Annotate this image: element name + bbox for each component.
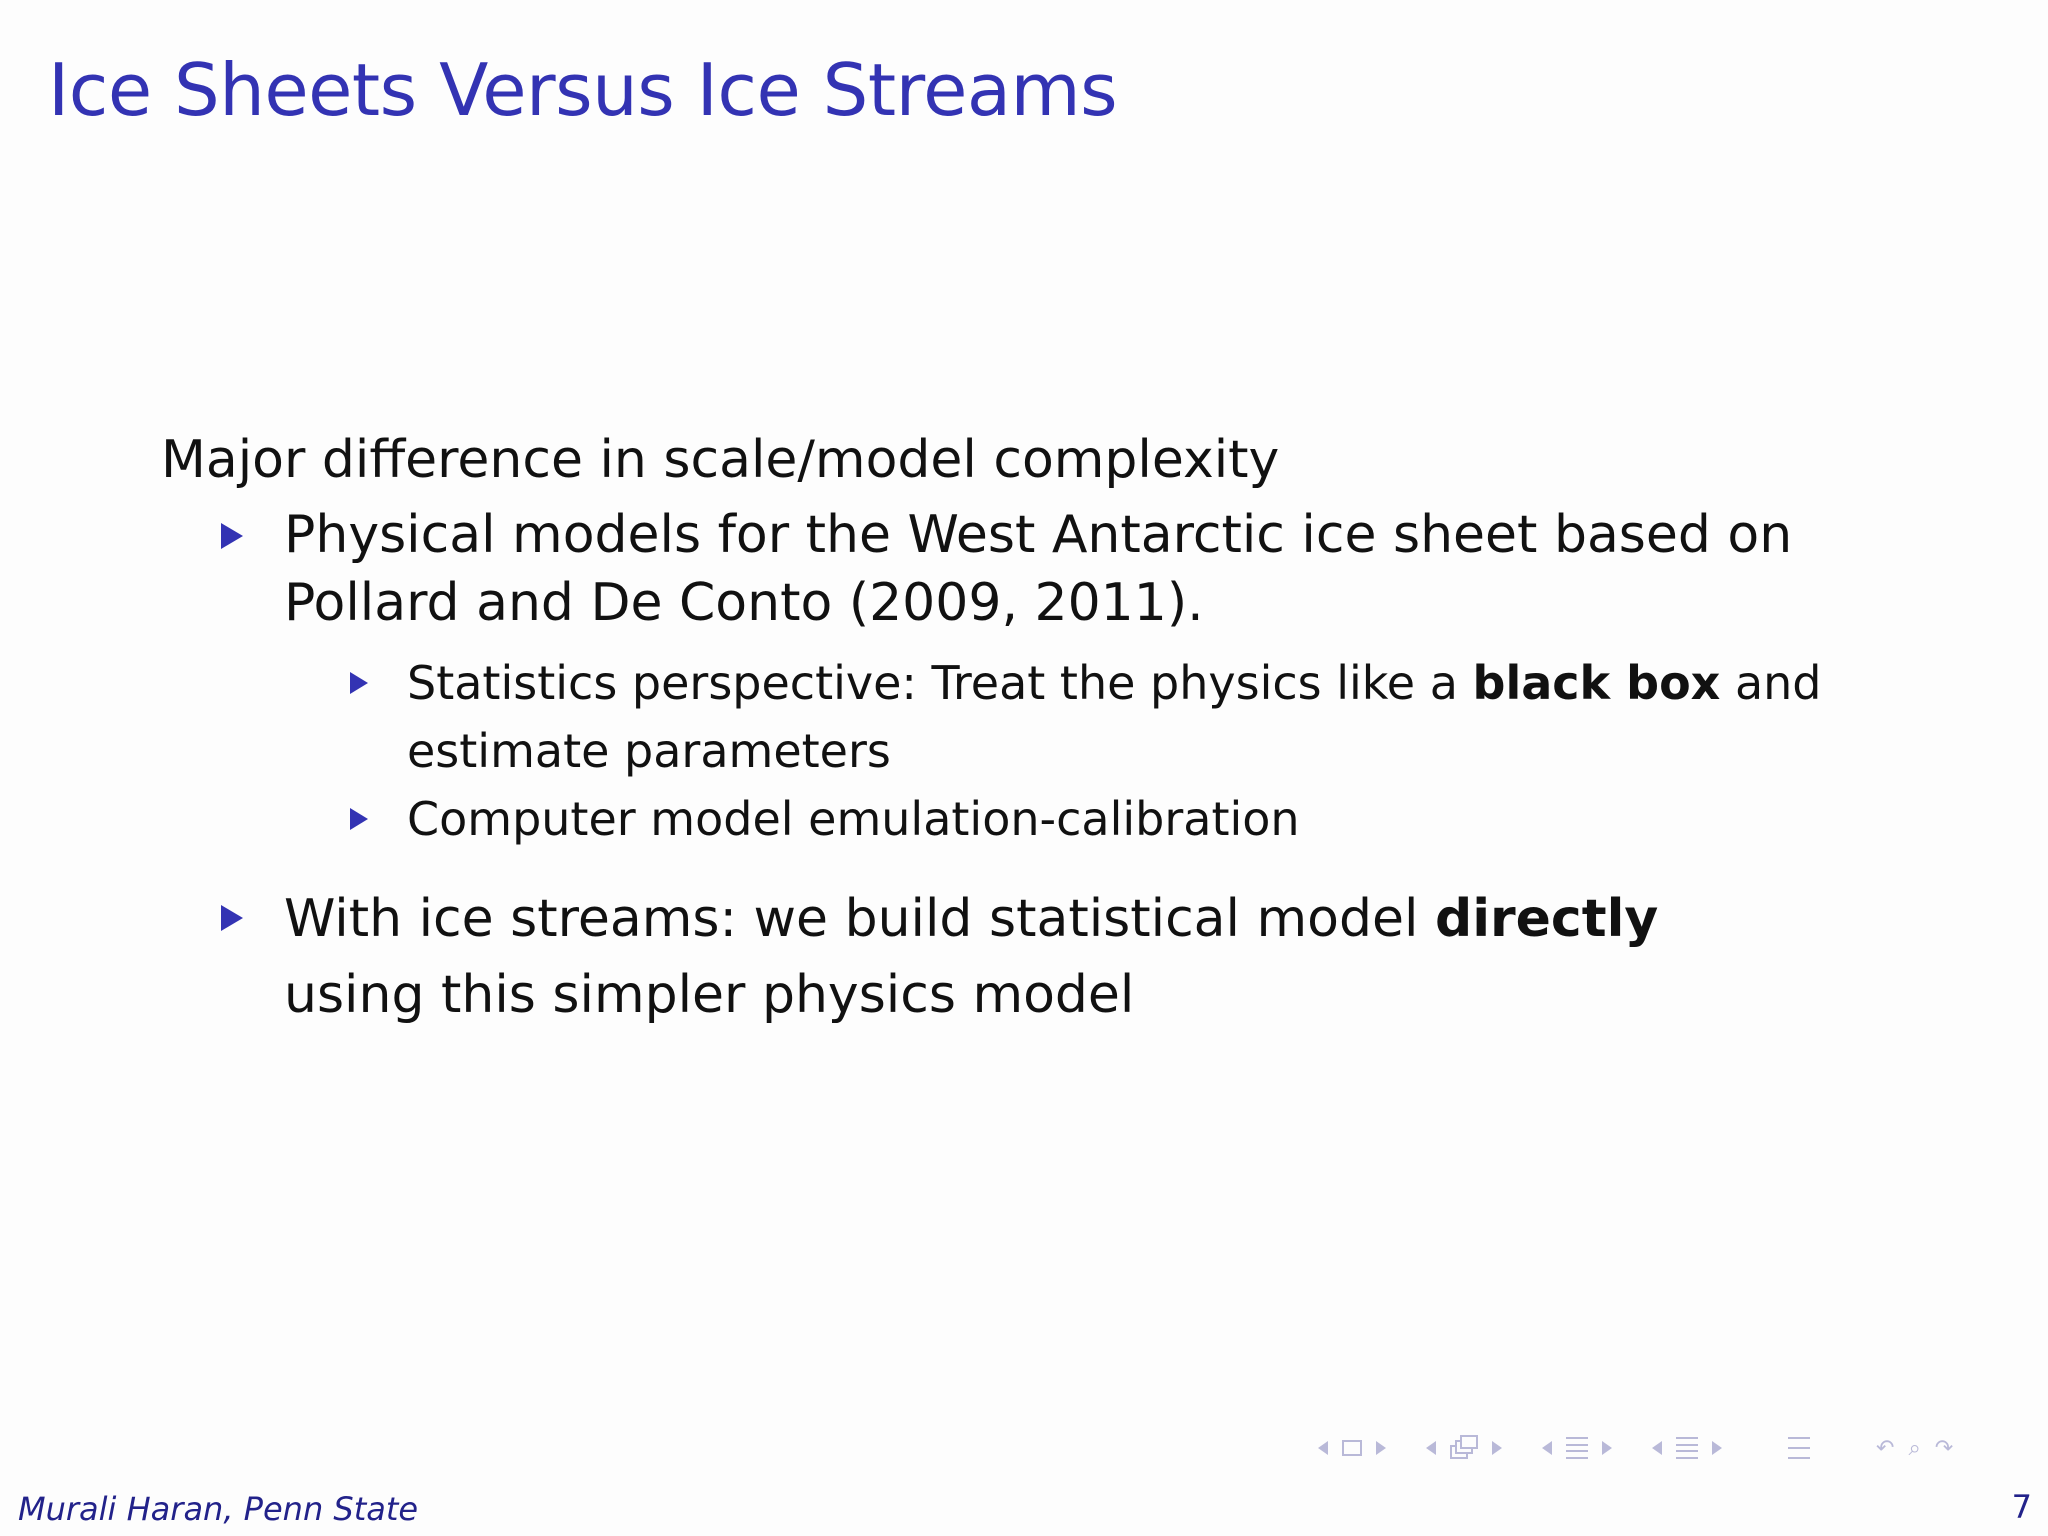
bullet-text-post: using this simpler physics model (284, 965, 1135, 1025)
search-icon[interactable]: ⌕ (1908, 1435, 1921, 1461)
subbullet-text-pre: Statistics perspective: Treat the physics like a (407, 656, 1473, 710)
prev-section-icon[interactable] (1652, 1441, 1662, 1455)
bullet-item-2 (161, 881, 1941, 1033)
bullet-item-1 (161, 501, 1941, 637)
next-section-icon[interactable] (1712, 1441, 1722, 1455)
subbullet-item-1 (161, 649, 1941, 785)
back-icon[interactable]: ↶ (1876, 1435, 1895, 1461)
subsection-icon[interactable] (1450, 1435, 1478, 1461)
subbullet-text-bold: black box (1472, 656, 1721, 710)
next-subsection-icon[interactable] (1602, 1441, 1612, 1455)
bullet-text: Physical models for the West Antarctic ice sheet based on Pollard and De Conto (2009, 2011). (284, 505, 1793, 633)
next-slide-icon[interactable] (1376, 1441, 1386, 1455)
bullet-text-pre: With ice streams: we build statistical model (284, 889, 1435, 949)
next-frame-icon[interactable] (1492, 1441, 1502, 1455)
footer-author: Murali Haran, Penn State (18, 1490, 419, 1528)
bullet-text-bold: directly (1434, 889, 1659, 949)
page-number: 7 (2011, 1488, 2032, 1526)
section-list-icon[interactable] (1676, 1437, 1698, 1459)
subbullet-text: Computer model emulation-calibration (407, 792, 1300, 846)
triangle-bullet-icon (350, 808, 368, 830)
prev-subsection-icon[interactable] (1542, 1441, 1552, 1455)
align-icon[interactable] (1788, 1437, 1810, 1459)
section-icon[interactable] (1566, 1437, 1588, 1459)
bullet-text (284, 881, 1804, 1033)
frame-icon[interactable] (1342, 1440, 1362, 1456)
forward-icon[interactable]: ↷ (1934, 1435, 1954, 1461)
triangle-bullet-icon (350, 672, 368, 694)
intro-text: Major difference in scale/model complexity (161, 430, 1280, 490)
subbullet-item-2 (161, 785, 1941, 853)
slide-body (161, 425, 1941, 1033)
prev-frame-icon[interactable] (1426, 1441, 1436, 1455)
slide-title: Ice Sheets Versus Ice Streams (48, 48, 1118, 132)
subbullet-text (407, 649, 2027, 785)
subbullet-text-post: and estimate parameters (407, 656, 1822, 778)
beamer-navigation-bar (1318, 1430, 1953, 1466)
prev-slide-icon[interactable] (1318, 1441, 1328, 1455)
triangle-bullet-icon (221, 523, 243, 549)
triangle-bullet-icon (221, 905, 243, 931)
